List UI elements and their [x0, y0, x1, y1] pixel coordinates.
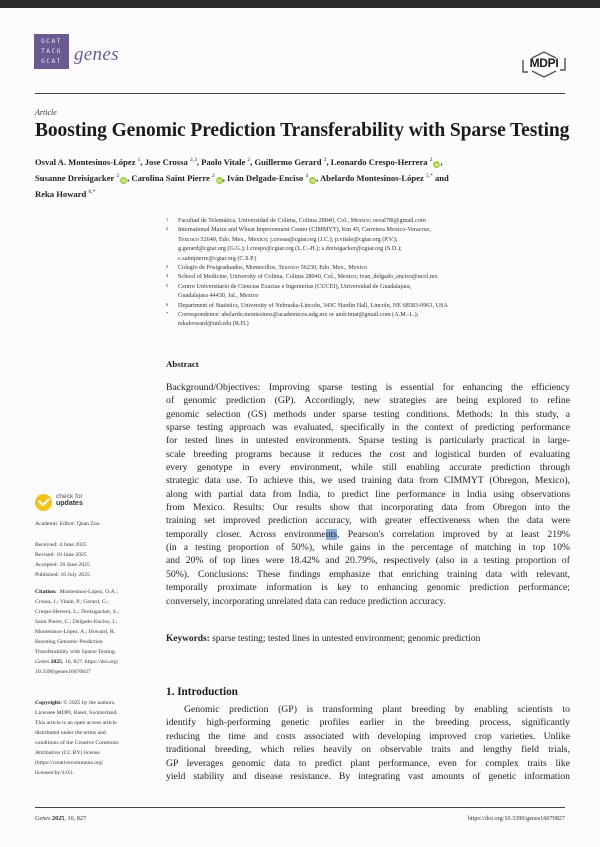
intro-line: identify high-performing genetic profiles earlier in the breeding process, significantly	[166, 717, 570, 729]
author: Susanne Dreisigacker $^2$iD	[35, 173, 126, 183]
copyright-label: Copyright:	[35, 700, 62, 706]
text-selection[interactable]: nts	[325, 528, 338, 540]
logo-letters-row: GCAT	[41, 38, 62, 45]
abstract-line: training set improved prediction accuracy, with greater effectiveness when the data were	[166, 515, 570, 527]
check-updates-label: updates	[56, 500, 83, 507]
keywords-text: sparse testing; tested lines in untested environment; genomic prediction	[212, 634, 481, 644]
abstract-line: (in a testing proportion of 50%), while gains in the percentage of matching in top 10%	[166, 542, 570, 554]
affiliation-item: 5 Centro Universitario de Ciencias Exactas e Ingenierías (CUCEI), Universidad de Guadalajara, Guadalajara 44430, Jal., Mexico	[166, 282, 412, 300]
author-list: Osval A. Montesinos-López $^1$, Jose Crossa $^{2,3}$, Paolo Vitale $^2$, Guillermo Gerard $^2$, Leonardo Crespo-Herrera $^2$iD , Susanne Dreisigacker $^2$iD , Carolina Saint Pierre $^2$iD , Iván Delgado-Enciso $^4$iD , Abelardo Montesinos-López $^{5,*}$ and Reka Howard $^{6,*}$	[35, 157, 449, 199]
abstract-line: conversely, incorporating unrelated data can reduce prediction accuracy.	[166, 595, 446, 607]
orcid-icon[interactable]: iD	[217, 177, 222, 183]
section-heading-introduction: 1. Introduction	[166, 686, 238, 698]
publisher-logo-text: MDPI	[529, 56, 559, 70]
intro-line: GP leverages genomic data to predict plant performance, even for complex traits like	[166, 757, 570, 769]
logo-letters-row: GCAT	[41, 58, 62, 65]
abstract-line: every genotype in every environment, while still enabling accurate prediction through	[166, 462, 570, 474]
citation-doi-link[interactable]: 10.3390/genes16070827	[35, 669, 91, 675]
abstract-line: and 20% of top lines were 18.42% and 20.79%, respectively (also in a testing proportion of	[166, 555, 570, 567]
abstract-line: Background/Objectives: Improving sparse testing is essential for enhancing the efficiency	[166, 382, 570, 393]
date-published: Published: 16 July 2025	[35, 572, 90, 578]
author: Guillermo Gerard $^2$	[254, 157, 327, 167]
author: Jose Crossa $^{2,3}$	[144, 157, 197, 167]
copyright-block: Copyright: © 2025 by the authors. Licensee MDPI, Basel, Switzerland. This article is an open access article distributed under the terms and conditions of the Creative Commons Attribution (CC BY) license (https://creativecommons.org/ licenses/by/4.0/).	[35, 698, 155, 778]
footer-citation: Genes 2025, 16, 827	[35, 815, 87, 822]
abstract-line: along with partial data from India, to predict line performance in India using observations	[166, 488, 570, 500]
abstract-line: for tested lines in untested environments. Sparse testing is particularly practical in large-	[166, 435, 570, 447]
abstract-line: temporally closer. Across environments, Pearson's correlation improved by at least 219%	[166, 528, 570, 540]
journal-name: genes	[74, 44, 119, 65]
abstract-line: genomic selection (GS) methods under sparse testing conditions. Methods: In this study, a	[166, 408, 570, 420]
author-conjunction: and	[434, 173, 449, 183]
publication-dates	[35, 540, 155, 580]
abstract-line: temporally proximate information is key to enhancing genomic prediction performance;	[166, 582, 570, 594]
author: Leonardo Crespo-Herrera $^2$iD	[330, 157, 439, 167]
intro-line: yield stability and disease resistance. By integrating vast amounts of genetic information	[166, 771, 570, 783]
citation-label: Citation:	[35, 589, 57, 595]
author: Reka Howard $^{6,*}$	[35, 189, 96, 199]
abstract-line: sparse testing approach was evaluated, specifically in the context of predicting performance	[166, 422, 570, 434]
affiliation-item: 2 International Maize and Wheat Improvement Center (CIMMYT), Km 45, Carretera Mexico-Veracruz, Texcoco 52640, Edo. Mex., Mexico; j.crossa@cgiar.org (J.C.); p.vitale@cgiar.org (P.V.); g.gerard@cgiar.org (G.G.); l.crespo@cgiar.org (L.C.-H.); s.dreisigacker@cgiar.org (S.D.); c.saintpierre@cgiar.org (C.S.P.)	[166, 226, 431, 262]
author: Iván Delgado-Enciso $^4$iD	[227, 173, 315, 183]
check-updates-label: check for	[56, 493, 83, 500]
intro-line: traditional breeding, which relies heavily on observable traits and lengthy field trials,	[166, 744, 570, 756]
footer-doi-link[interactable]: https://doi.org/10.3390/genes16070827	[467, 815, 565, 822]
license-link[interactable]: (https://creativecommons.org/	[35, 760, 104, 766]
intro-line: Genomic prediction (GP) is transforming plant breeding by enabling scientists to	[184, 704, 570, 715]
journal-logo-icon	[34, 34, 69, 69]
citation-block: Citation: Montesinos-López, O.A.; Crossa, J.; Vitale, P.; Gerard, G.; Crespo-Herrera, L.; Dreisigacker, S.; Saint Pierre, C.; Delgado-Enciso, I.; Montesinos-López, A.; Howard, R. Boosting Genomic Prediction Transferability with Sparse Testing. Genes 2025, 16, 827. https://doi.org/ 10.3390/genes16070827	[35, 587, 155, 677]
intro-line: reducing the time and costs associated with developing improved crop varieties. Unlike	[166, 730, 570, 742]
orcid-icon[interactable]: iD	[310, 177, 315, 183]
abstract-heading: Abstract	[166, 359, 199, 369]
date-accepted: Accepted: 26 June 2025	[35, 562, 90, 568]
date-received: Received: 4 June 2025	[35, 542, 87, 548]
affiliation-item: 1 Facultad de Telemática, Universidad de Colima, Colima 28040, Col., Mexico; osval78t@gmail.com	[166, 217, 426, 224]
keywords	[166, 634, 570, 644]
logo-letters-row: TACG	[41, 48, 62, 55]
keywords-label: Keywords:	[166, 634, 210, 644]
introduction-body[interactable]	[166, 703, 570, 783]
author: Paolo Vitale $^2$	[201, 157, 251, 167]
author: Abelardo Montesinos-López $^{5,*}$	[319, 173, 433, 183]
affiliation-item: 4 School of Medicine, University of Colima, Colima 28040, Col., Mexico; ivan_delgado_enciso@ucol.mx	[166, 273, 438, 281]
affiliations	[166, 216, 566, 329]
date-revised: Revised: 19 June 2025	[35, 552, 87, 558]
orcid-icon[interactable]: iD	[434, 161, 439, 167]
author: Carolina Saint Pierre $^2$iD	[131, 173, 222, 183]
citation-doi-link[interactable]: , 827. https://doi.org/	[70, 659, 119, 665]
abstract-line: scale breeding programs because it reduces the cost and logistical burden of evaluating	[166, 448, 570, 460]
orcid-icon[interactable]: iD	[121, 177, 126, 183]
check-for-updates-icon	[35, 494, 52, 511]
article-type: Article	[35, 108, 57, 117]
paper-page	[0, 8, 600, 847]
affiliation-item: 6 Department of Statistics, University of Nebraska-Lincoln, 343C Hardin Hall, Lincoln, NE 68583-0963, USA	[166, 301, 448, 309]
check-for-updates-button[interactable]	[35, 493, 115, 517]
paper-title: Boosting Genomic Prediction Transferability with Sparse Testing	[35, 120, 570, 141]
abstract-line: strategic data use. To achieve this, we used training data from CIMMYT (Obregon, Mexico),	[166, 475, 570, 487]
license-link[interactable]: licenses/by/4.0/).	[35, 770, 74, 776]
correspondence: * Correspondence: abelardo.montesinos@academicos.udg.mx or amlcimat@gmail.com (A.M.-L.); rekahoward@unl.edu (R.H.)	[166, 311, 419, 328]
author: Osval A. Montesinos-López $^1$	[35, 157, 141, 167]
abstract-body[interactable]	[166, 381, 570, 608]
affiliation-item: 3 Colegio de Postgraduados, Montecillos, Texcoco 56230, Edo. Mex., Mexico	[166, 264, 368, 272]
academic-editor: Academic Editor: Quan Zou	[35, 521, 100, 527]
abstract-line: of genomic prediction (GP). Accordingly, new strategies are being explored to refine	[166, 395, 570, 407]
footer-divider	[35, 807, 565, 808]
abstract-line: 50%). Conclusions: These findings emphasize that enriching training data with relevant,	[166, 568, 570, 580]
header-divider	[35, 93, 565, 94]
abstract-line: from Mexico. Results: Our results show that incorporating data from Obregon into the	[166, 502, 570, 514]
